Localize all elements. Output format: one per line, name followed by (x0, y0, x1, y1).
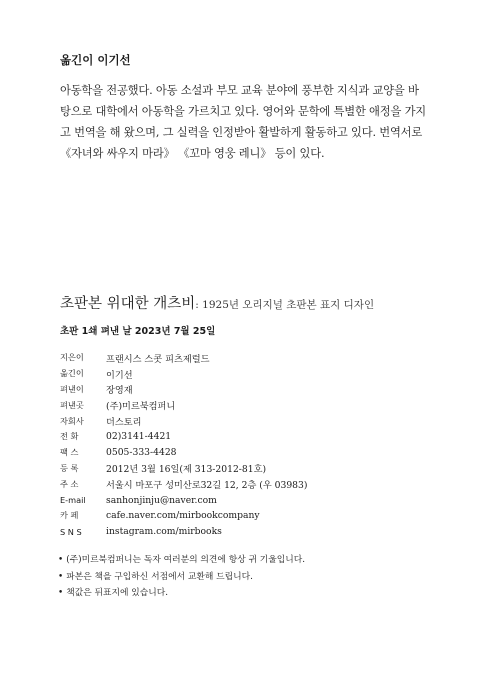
note-item (58, 569, 305, 586)
credit-value: 서울시 마포구 성미산로32길 12, 2층 (우 03983) (106, 480, 308, 492)
credit-value: 2012년 3월 16일(제 313-2012-81호) (106, 464, 267, 476)
edition-date: 초판 1쇄 펴낸 날 2023년 7월 25일 (60, 326, 216, 337)
credit-value: 장영재 (106, 385, 133, 397)
credit-label: 등 록 (60, 462, 79, 473)
book-title-line (60, 292, 460, 313)
note-item (58, 552, 305, 569)
bullet-icon: • (58, 571, 64, 582)
credit-label: 카 페 (60, 510, 79, 521)
credit-row (60, 476, 307, 492)
credit-value: 이기선 (106, 369, 133, 381)
bullet-icon: • (58, 555, 64, 565)
notes-list (58, 552, 305, 602)
credit-value: (주)미르북컴퍼니 (106, 401, 176, 413)
credit-label: 자회사 (60, 415, 84, 426)
book-title: 초판본 위대한 개츠비 (60, 296, 196, 312)
bio-line: 《자녀와 싸우지 마라》 《꼬마 영웅 레니》 등이 있다. (60, 147, 325, 160)
credit-row (60, 461, 307, 477)
credit-row (60, 524, 307, 540)
credit-label: 주 소 (60, 478, 79, 489)
translator-heading: 옮긴이 이기선 (60, 53, 131, 67)
credit-row (60, 413, 307, 429)
credit-value: 더스토리 (106, 417, 142, 429)
credit-label: 옮긴이 (60, 368, 84, 379)
credit-row (60, 350, 307, 366)
note-text: (주)미르북컴퍼니는 독자 여러분의 의견에 항상 귀 기울입니다. (66, 555, 306, 565)
bio-line: 아동학을 전공했다. 아동 소설과 부모 교육 분야에 풍부한 지식과 교양을 바 (60, 84, 419, 97)
translator-section (60, 52, 450, 164)
credit-row (60, 382, 307, 398)
note-text: 파본은 책을 구입하신 서점에서 교환해 드립니다. (66, 571, 253, 582)
credit-label: 전 화 (60, 431, 79, 442)
bullet-icon: • (58, 588, 64, 598)
credit-row (60, 492, 307, 508)
colophon-header (60, 292, 460, 337)
bio-line: 고 번역을 해 왔으며, 그 실력을 인정받아 활발하게 활동하고 있다. 번역서로 (60, 126, 423, 139)
translator-bio (60, 80, 450, 164)
note-text: 책값은 뒤표지에 있습니다. (66, 588, 169, 598)
book-subtitle: : 1925년 오리지널 초판본 표지 디자인 (195, 299, 375, 311)
note-item (58, 585, 305, 602)
credit-row (60, 508, 307, 524)
credits-list (60, 350, 307, 540)
credit-value: sanhonjinju@naver.com (106, 494, 217, 506)
credit-label: 지은이 (60, 352, 84, 363)
credit-value: cafe.naver.com/mirbookcompany (106, 510, 260, 522)
credit-value: instagram.com/mirbooks (106, 526, 222, 538)
bio-line: 탕으로 대학에서 아동학을 가르치고 있다. 영어와 문학에 특별한 애정을 가지 (60, 105, 427, 118)
credit-row (60, 366, 307, 382)
credit-row (60, 397, 307, 413)
credit-label: E-mail (60, 495, 86, 506)
credit-value: 프랜시스 스콧 피츠제럴드 (106, 353, 210, 365)
credit-value: 0505-333-4428 (106, 447, 177, 459)
credit-row (60, 429, 307, 445)
credit-label: 팩 스 (60, 447, 79, 458)
credit-value: 02)3141-4421 (106, 431, 172, 443)
credit-label: 펴낸곳 (60, 399, 84, 410)
credit-label: S N S (60, 526, 82, 537)
credit-label: 펴낸이 (60, 383, 84, 394)
credit-row (60, 445, 307, 461)
